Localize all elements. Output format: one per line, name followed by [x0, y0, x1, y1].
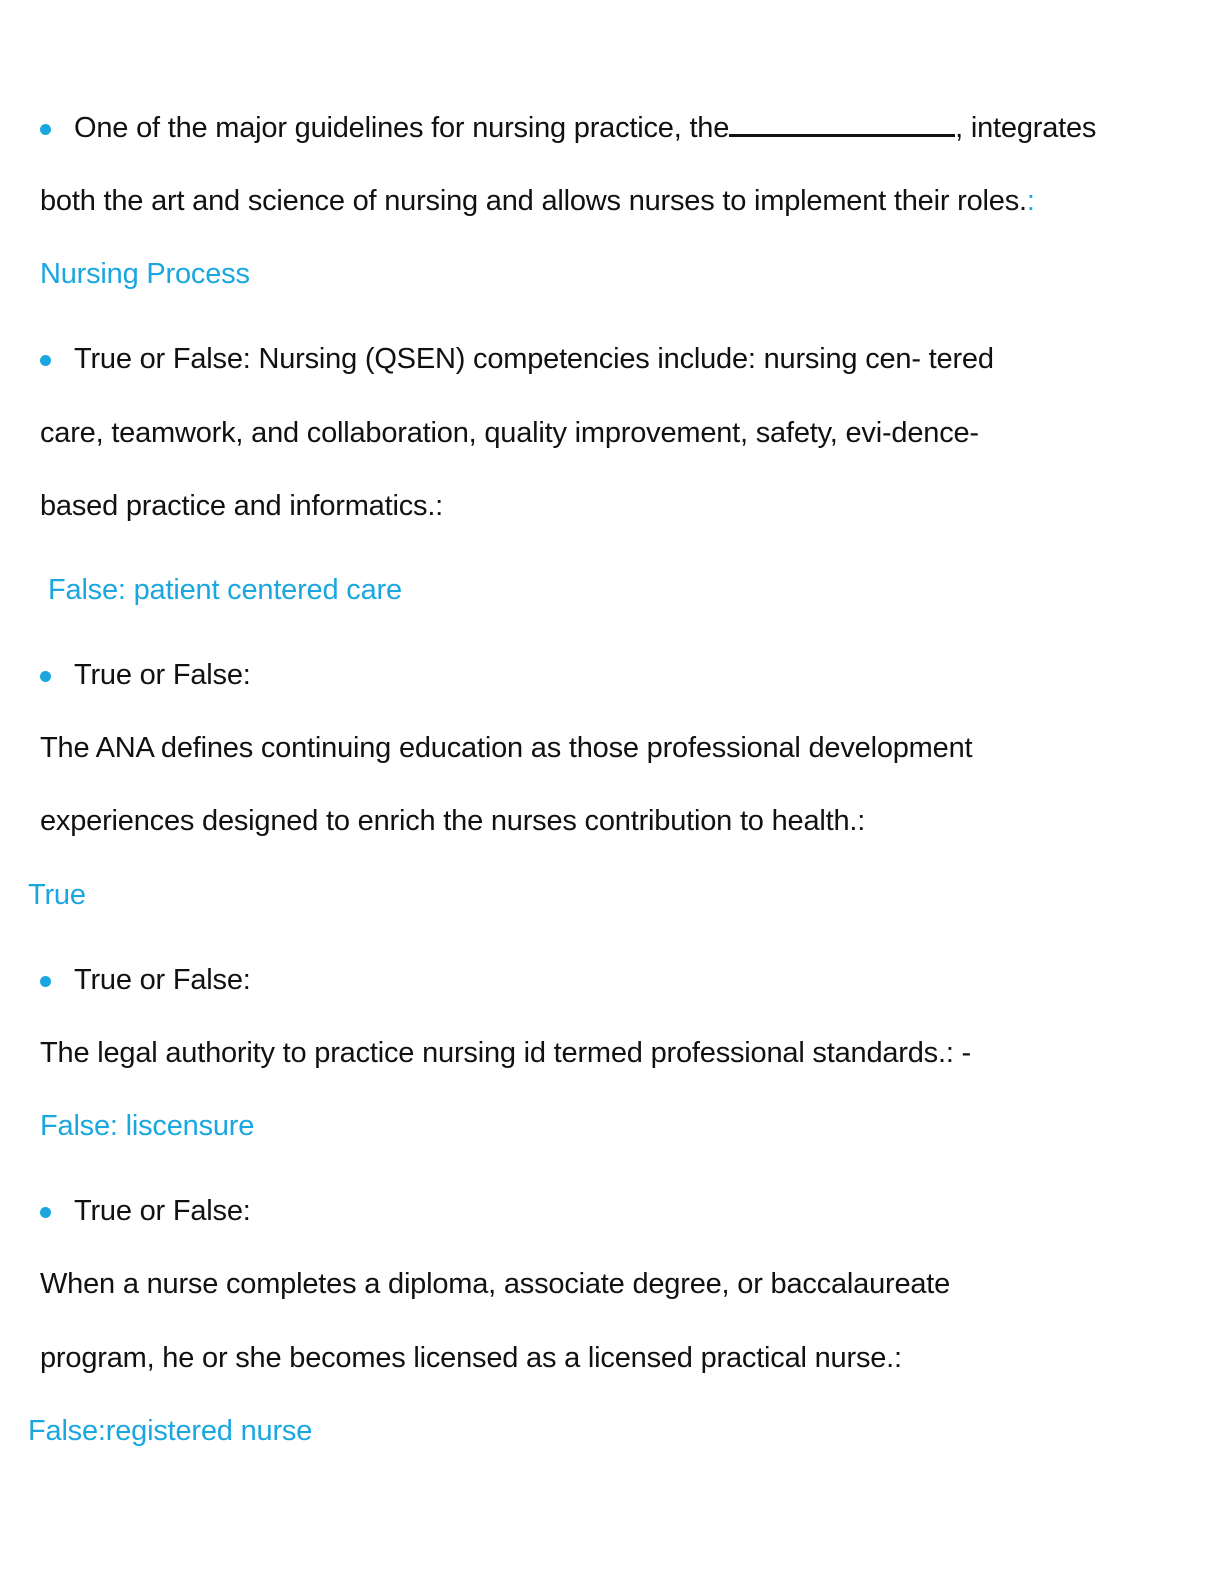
question-1-text-b: , integrates	[955, 112, 1097, 144]
question-3-line-2: The ANA defines continuing education as those professional development	[40, 732, 973, 764]
question-5-line-3: program, he or she becomes licensed as a licensed practical nurse.:	[40, 1342, 902, 1374]
answer-5: False:registered nurse	[28, 1415, 313, 1447]
answer-1: Nursing Process	[40, 258, 250, 290]
answer-colon: :	[1026, 185, 1035, 217]
question-5-line-2: When a nurse completes a diploma, associate degree, or baccalaureate	[40, 1268, 951, 1300]
question-1-text-c: both the art and science of nursing and allows nurses to implement their roles.	[40, 185, 1027, 217]
question-2-line-2: care, teamwork, and collaboration, quality improvement, safety, evi-dence-	[40, 417, 979, 449]
question-2-line-3: based practice and informatics.:	[40, 490, 444, 522]
question-1-line-1	[74, 110, 1096, 146]
question-5-line-1: True or False:	[74, 1195, 251, 1227]
bullet-icon	[40, 355, 51, 366]
question-3-line-1: True or False:	[74, 659, 251, 691]
bullet-icon	[40, 671, 51, 682]
question-2-line-1: True or False: Nursing (QSEN) competencies include: nursing cen- tered	[74, 343, 994, 375]
answer-3: True	[28, 879, 86, 911]
bullet-icon	[40, 976, 51, 987]
fill-in-blank	[729, 112, 955, 137]
question-1-text-a: One of the major guidelines for nursing practice, the	[74, 112, 730, 144]
answer-4: False: liscensure	[40, 1110, 255, 1142]
question-4-line-2: The legal authority to practice nursing id termed professional standards.: -	[40, 1037, 972, 1069]
bullet-icon	[40, 124, 51, 135]
question-1-line-2	[40, 183, 1035, 219]
bullet-icon	[40, 1207, 51, 1218]
question-3-line-3: experiences designed to enrich the nurses contribution to health.:	[40, 805, 866, 837]
question-4-line-1: True or False:	[74, 964, 251, 996]
answer-2: False: patient centered care	[48, 574, 402, 606]
